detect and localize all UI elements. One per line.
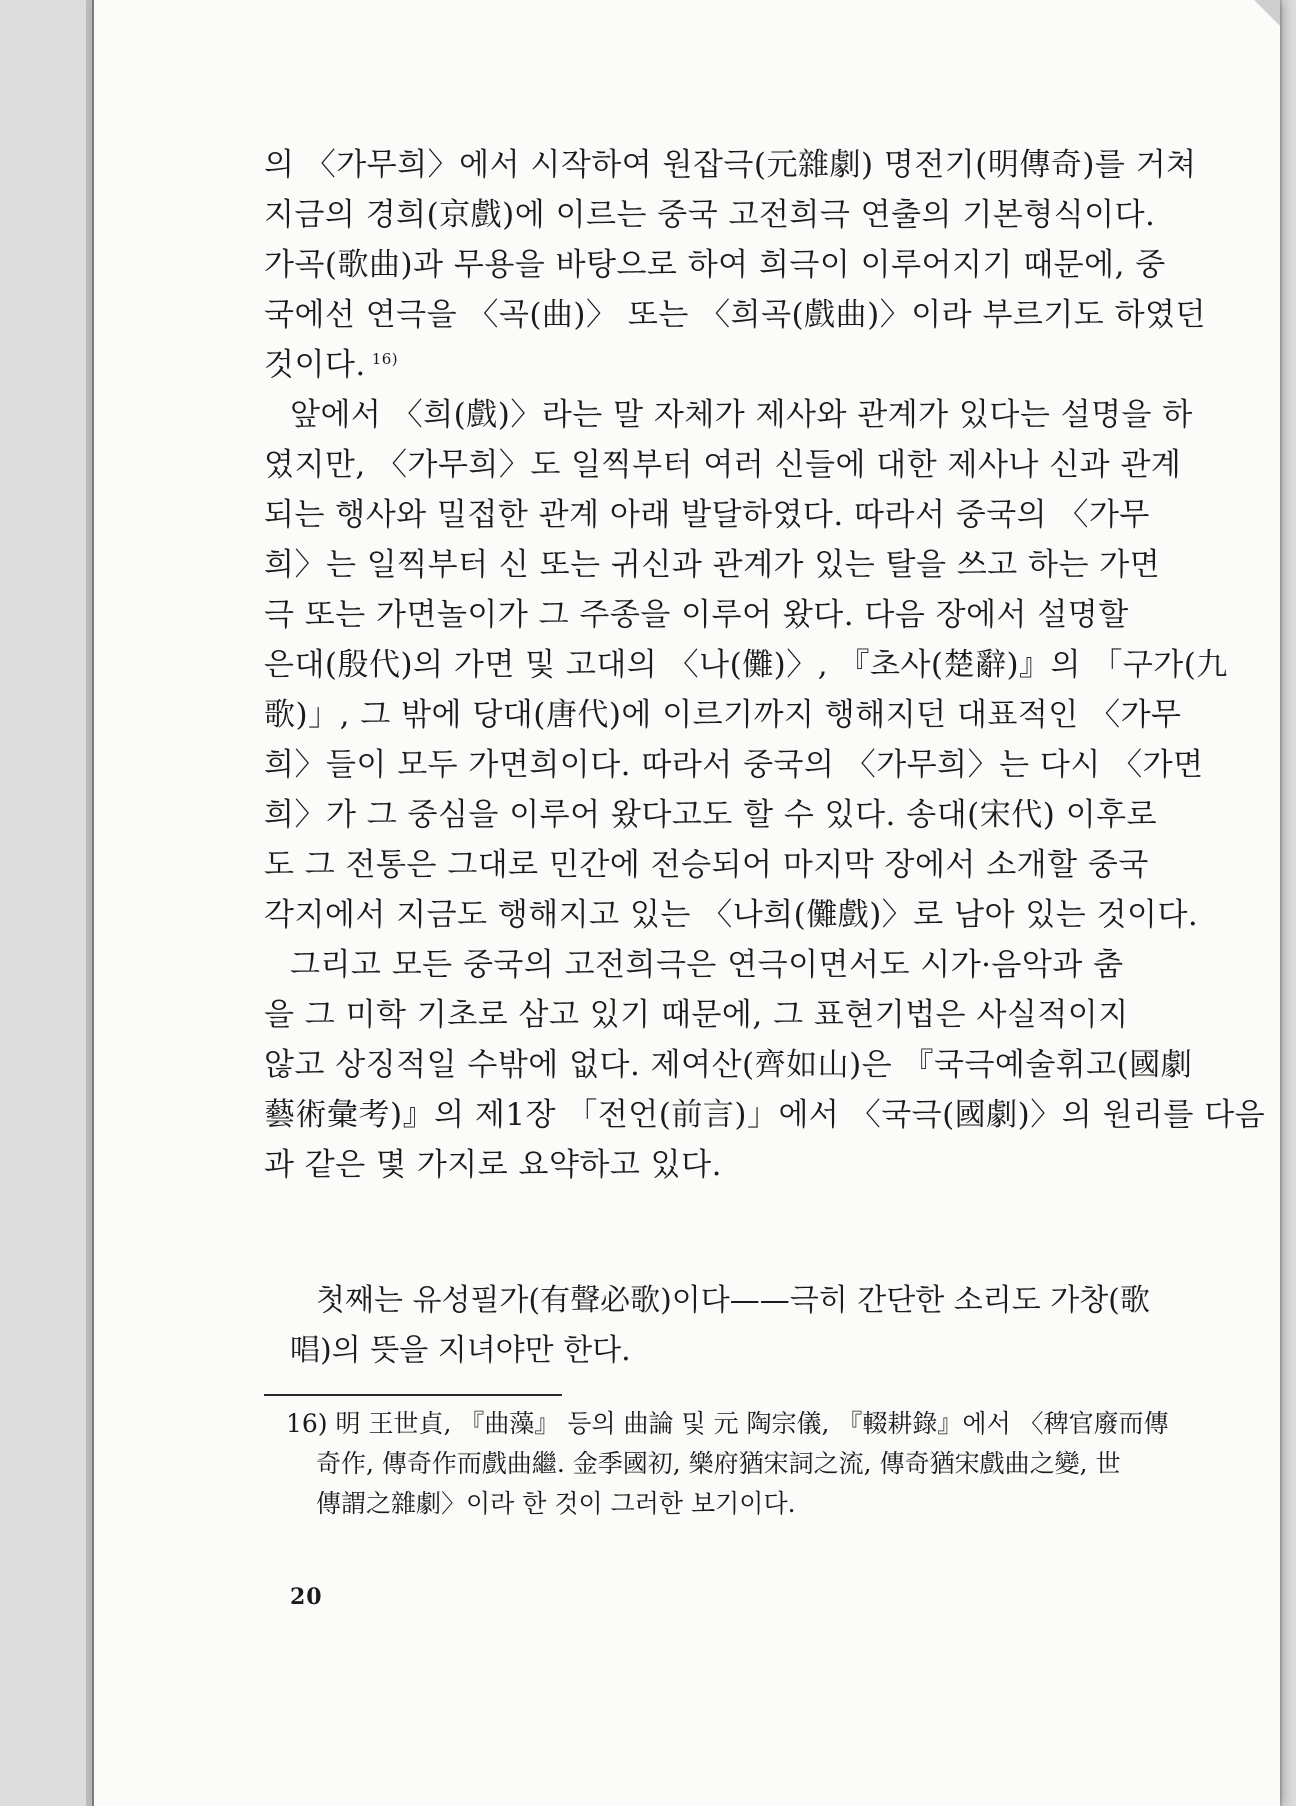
body-line-with-footnote [264,340,1119,390]
body-line: 앞에서 〈희(戲)〉라는 말 자체가 제사와 관계가 있다는 설명을 하 [290,397,1193,433]
body-line: 않고 상징적일 수밖에 없다. 제여산(齊如山)은 『국극예술휘고(國劇 [264,1047,1193,1083]
quoted-principle [290,1276,1150,1376]
body-line: 극 또는 가면놀이가 그 주종을 이루어 왔다. 다음 장에서 설명할 [264,597,1129,633]
body-line: 희〉는 일찍부터 신 또는 귀신과 관계가 있는 탈을 쓰고 하는 가면 [264,547,1161,583]
quote-line: 唱)의 뜻을 지녀야만 한다. [290,1333,631,1368]
body-line: 은대(殷代)의 가면 및 고대의 〈나(儺)〉, 『초사(楚辭)』의 「구가(九 [264,647,1228,683]
body-line: 국에선 연극을 〈곡(曲)〉 또는 〈희곡(戲曲)〉이라 부르기도 하였던 [264,297,1206,333]
footnote-line: 奇作, 傳奇作而戲曲繼. 金季國初, 樂府猶宋詞之流, 傳奇猶宋戲曲之變, 世 [316,1449,1121,1478]
body-line: 藝術彙考)』의 제1장 「전언(前言)」에서 〈국극(國劇)〉의 원리를 다음 [264,1097,1266,1133]
footnote-reference: 16) [371,349,399,368]
page-number: 20 [290,1584,323,1610]
footnote-divider [264,1394,562,1396]
body-text [264,140,1266,1190]
body-line: 되는 행사와 밀접한 관계 아래 발달하였다. 따라서 중국의 〈가무 [264,497,1150,533]
body-line: 희〉가 그 중심을 이루어 왔다고도 할 수 있다. 송대(宋代) 이후로 [264,797,1158,833]
body-line: 희〉들이 모두 가면희이다. 따라서 중국의 〈가무희〉는 다시 〈가면 [264,747,1204,783]
body-line-text: 것이다. [264,347,366,383]
body-line: 지금의 경희(京戲)에 이르는 중국 고전희극 연출의 기본형식이다. [264,197,1156,233]
body-line: 을 그 미학 기초로 삼고 있기 때문에, 그 표현기법은 사실적이지 [264,997,1129,1033]
footnote [286,1404,1169,1524]
footnote-line: 16) 明 王世貞, 『曲藻』 등의 曲論 및 元 陶宗儀, 『輟耕錄』에서 〈稗官廢而傳 [286,1409,1169,1438]
body-line: 歌)」, 그 밖에 당대(唐代)에 이르기까지 행해지던 대표적인 〈가무 [264,697,1182,733]
quote-line: 첫째는 유성필가(有聲必歌)이다——극히 간단한 소리도 가창(歌 [316,1283,1150,1318]
body-line: 과 같은 몇 가지로 요약하고 있다. [264,1147,722,1183]
body-line: 도 그 전통은 그대로 민간에 전승되어 마지막 장에서 소개할 중국 [264,847,1149,883]
page-corner [1254,0,1280,26]
body-line: 가곡(歌曲)과 무용을 바탕으로 하여 희극이 이루어지기 때문에, 중 [264,247,1166,283]
body-line: 의 〈가무희〉에서 시작하여 원잡극(元雜劇) 명전기(明傳奇)를 거쳐 [264,147,1197,183]
footnote-line: 傳謂之雜劇〉이라 한 것이 그러한 보기이다. [316,1489,796,1518]
body-line: 그리고 모든 중국의 고전희극은 연극이면서도 시가·음악과 춤 [290,947,1124,983]
body-line: 였지만, 〈가무희〉도 일찍부터 여러 신들에 대한 제사나 신과 관계 [264,447,1182,483]
body-line: 각지에서 지금도 행해지고 있는 〈나희(儺戲)〉로 남아 있는 것이다. [264,897,1199,933]
